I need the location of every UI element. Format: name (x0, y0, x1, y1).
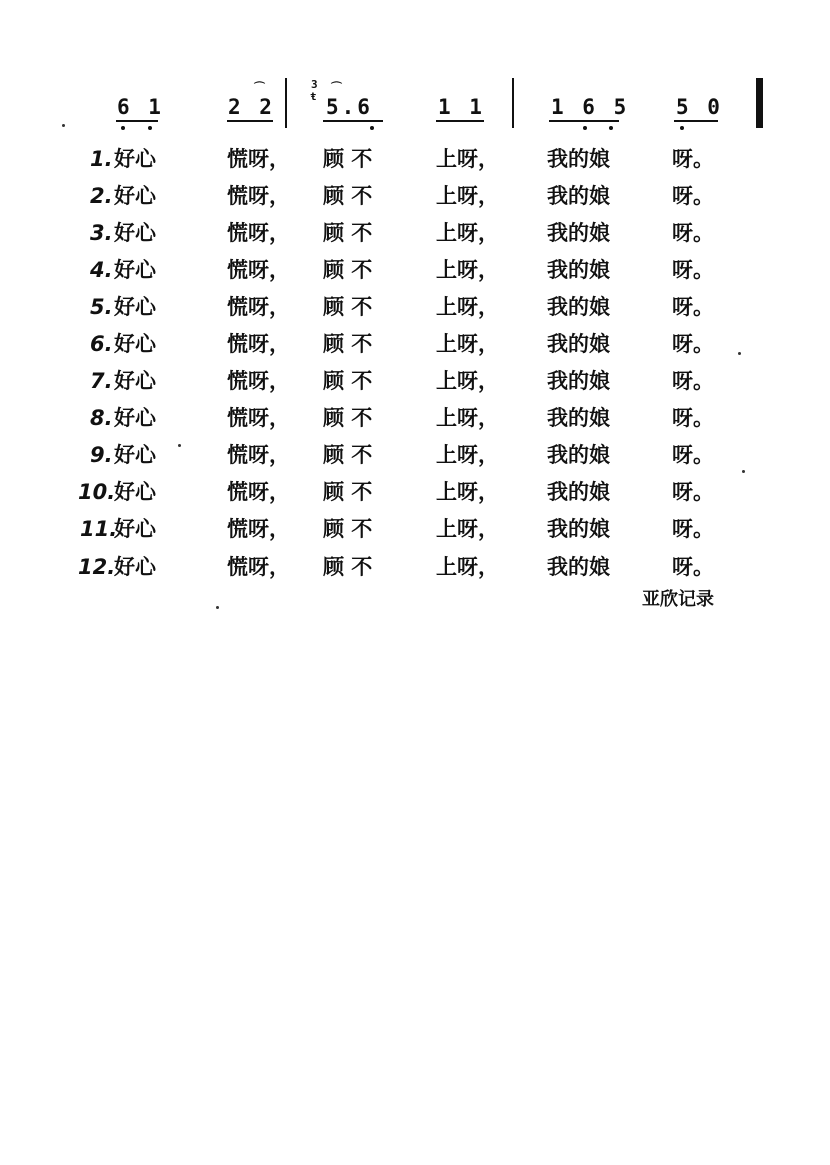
verse-row (0, 292, 830, 322)
lyric-word: 我的娘 (547, 443, 610, 467)
lyric-word: 呀。 (672, 369, 714, 393)
lyric-word: 好心 (114, 369, 156, 393)
verse-number: 9. (90, 443, 113, 467)
beam (116, 120, 158, 122)
low-octave-dot (148, 126, 152, 130)
verse-row (0, 403, 830, 433)
scan-speck (62, 124, 65, 127)
lyric-word: 上呀， (436, 295, 499, 319)
lyric-word: 我的娘 (547, 480, 610, 504)
lyric-word: 顾 不 (323, 332, 373, 356)
lyric-word: 我的娘 (547, 517, 610, 541)
beam (227, 120, 273, 122)
verse-row (0, 218, 830, 248)
fermata-mark: ⌒ (254, 81, 265, 94)
lyric-word: 好心 (114, 184, 156, 208)
lyric-word: 上呀， (436, 480, 499, 504)
verse-row (0, 477, 830, 507)
verse-number: 12. (78, 555, 116, 579)
lyric-word: 慌呀， (227, 258, 290, 282)
lyric-word: 好心 (114, 480, 156, 504)
lyric-word: 上呀， (436, 517, 499, 541)
note-group: 5.6 (326, 95, 373, 119)
verse-row (0, 514, 830, 544)
verse-row (0, 255, 830, 285)
lyric-word: 我的娘 (547, 258, 610, 282)
lyric-word: 顾 不 (323, 221, 373, 245)
lyric-word: 慌呀， (227, 332, 290, 356)
verse-number: 11. (80, 517, 118, 541)
lyric-word: 好心 (114, 517, 156, 541)
barline (285, 78, 287, 128)
lyric-word: 慌呀， (227, 555, 290, 579)
lyric-word: 好心 (114, 258, 156, 282)
verse-row (0, 366, 830, 396)
lyric-word: 上呀， (436, 147, 499, 171)
lyric-word: 上呀， (436, 221, 499, 245)
lyric-word: 慌呀， (227, 480, 290, 504)
low-octave-dot (583, 126, 587, 130)
lyric-word: 我的娘 (547, 555, 610, 579)
grace-mark: ŧ (310, 90, 317, 103)
note-group: 6 1 (117, 95, 164, 119)
lyric-word: 上呀， (436, 258, 499, 282)
verse-row (0, 144, 830, 174)
lyric-word: 好心 (114, 295, 156, 319)
verse-number: 1. (90, 147, 113, 171)
lyric-word: 上呀， (436, 443, 499, 467)
lyric-word: 我的娘 (547, 369, 610, 393)
lyric-word: 顾 不 (323, 147, 373, 171)
lyric-word: 我的娘 (547, 147, 610, 171)
final-barline (756, 78, 763, 128)
verse-row (0, 181, 830, 211)
verse-number: 3. (90, 221, 113, 245)
lyric-word: 慌呀， (227, 443, 290, 467)
lyric-word: 顾 不 (323, 258, 373, 282)
low-octave-dot (121, 126, 125, 130)
scan-speck (178, 444, 181, 447)
low-octave-dot (370, 126, 374, 130)
lyric-word: 上呀， (436, 555, 499, 579)
lyric-word: 好心 (114, 221, 156, 245)
lyric-word: 慌呀， (227, 221, 290, 245)
lyric-word: 呀。 (672, 221, 714, 245)
verse-row (0, 440, 830, 470)
lyric-word: 好心 (114, 443, 156, 467)
beam (674, 120, 718, 122)
lyric-word: 顾 不 (323, 406, 373, 430)
low-octave-dot (680, 126, 684, 130)
lyric-word: 我的娘 (547, 406, 610, 430)
lyric-word: 上呀， (436, 332, 499, 356)
lyric-word: 呀。 (672, 332, 714, 356)
lyric-word: 顾 不 (323, 295, 373, 319)
verse-row (0, 329, 830, 359)
lyric-word: 慌呀， (227, 369, 290, 393)
lyric-word: 顾 不 (323, 480, 373, 504)
lyric-word: 我的娘 (547, 332, 610, 356)
verse-number: 8. (90, 406, 113, 430)
lyric-word: 呀。 (672, 184, 714, 208)
transcriber-credit: 亚欣记录 (642, 589, 714, 610)
low-octave-dot (609, 126, 613, 130)
verse-number: 6. (90, 332, 113, 356)
scan-speck (216, 606, 219, 609)
grace-note: 3 (311, 78, 318, 91)
lyric-word: 好心 (114, 555, 156, 579)
beam (549, 120, 619, 122)
lyric-word: 呀。 (672, 517, 714, 541)
verse-number: 2. (90, 184, 113, 208)
lyric-word: 我的娘 (547, 184, 610, 208)
lyric-word: 上呀， (436, 184, 499, 208)
lyric-word: 顾 不 (323, 369, 373, 393)
scan-speck (738, 352, 741, 355)
verse-row (0, 552, 830, 582)
beam (436, 120, 484, 122)
lyric-word: 慌呀， (227, 517, 290, 541)
verse-number: 7. (90, 369, 113, 393)
lyric-word: 好心 (114, 332, 156, 356)
verse-number: 5. (90, 295, 113, 319)
lyric-word: 慌呀， (227, 406, 290, 430)
lyric-word: 呀。 (672, 258, 714, 282)
lyric-word: 呀。 (672, 480, 714, 504)
lyric-word: 慌呀， (227, 295, 290, 319)
lyric-word: 呀。 (672, 295, 714, 319)
lyric-word: 我的娘 (547, 221, 610, 245)
verse-number: 4. (90, 258, 113, 282)
lyric-word: 好心 (114, 406, 156, 430)
note-group: 1 6 5 (551, 95, 630, 119)
lyric-word: 慌呀， (227, 147, 290, 171)
beam (323, 120, 383, 122)
barline (512, 78, 514, 128)
note-group: 2 2 (228, 95, 275, 119)
lyric-word: 顾 不 (323, 517, 373, 541)
lyric-word: 顾 不 (323, 184, 373, 208)
lyric-word: 呀。 (672, 147, 714, 171)
lyric-word: 上呀， (436, 369, 499, 393)
scan-speck (742, 470, 745, 473)
lyric-word: 顾 不 (323, 555, 373, 579)
note-group: 5 0 (676, 95, 723, 119)
lyric-word: 呀。 (672, 555, 714, 579)
fermata-mark: ⌒ (331, 81, 342, 94)
lyric-word: 呀。 (672, 443, 714, 467)
lyric-word: 顾 不 (323, 443, 373, 467)
verse-number: 10. (78, 480, 116, 504)
lyric-word: 好心 (114, 147, 156, 171)
lyric-word: 慌呀， (227, 184, 290, 208)
lyric-word: 上呀， (436, 406, 499, 430)
lyric-word: 呀。 (672, 406, 714, 430)
note-group: 1 1 (438, 95, 485, 119)
lyric-word: 我的娘 (547, 295, 610, 319)
